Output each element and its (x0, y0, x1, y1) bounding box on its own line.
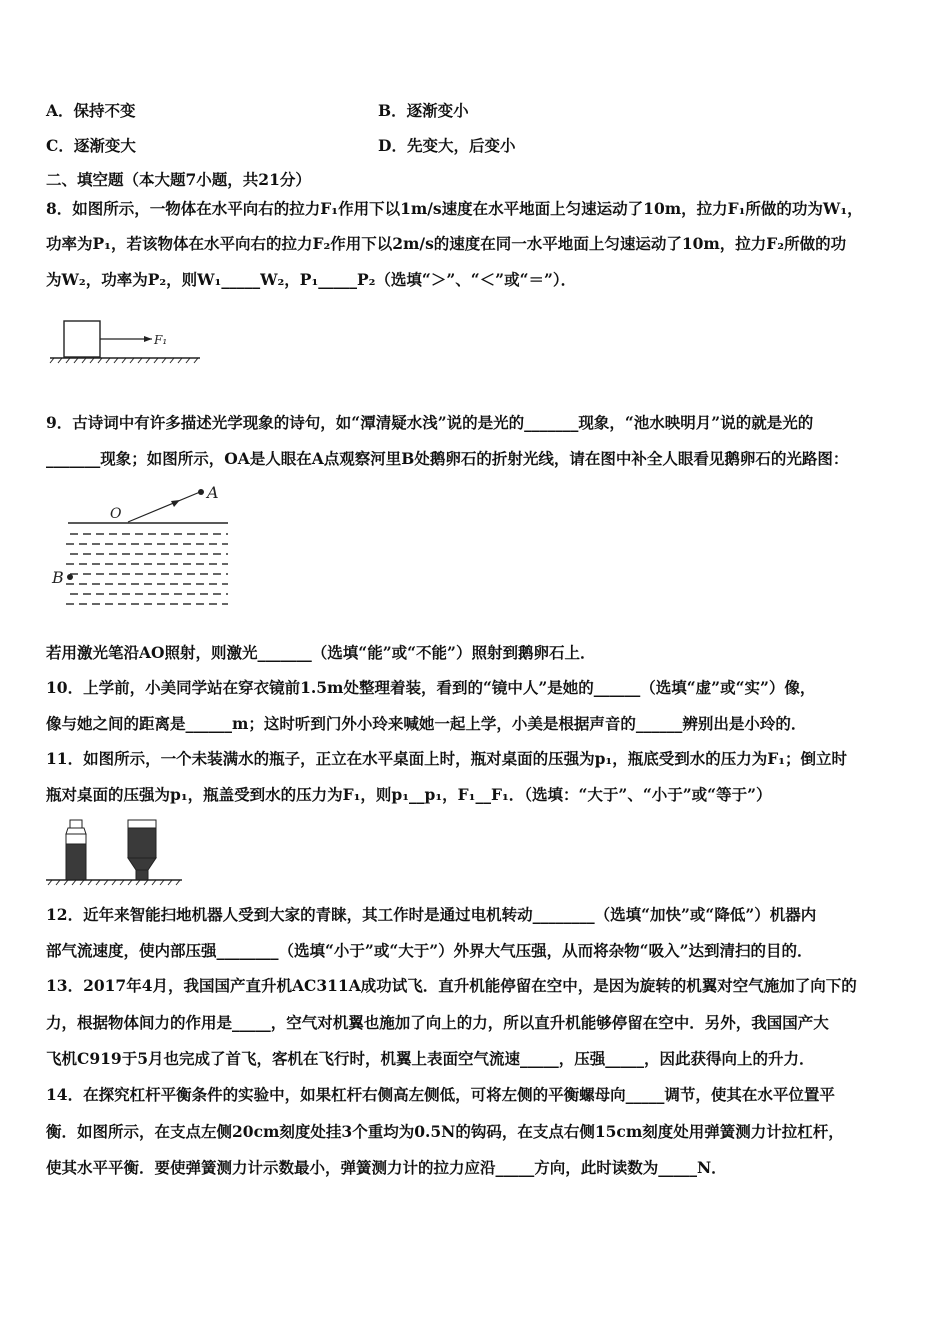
option-c: C．逐渐变大 (46, 136, 136, 155)
q12-line1: 12．近年来智能扫地机器人受到大家的青睐，其工作时是通过电机转动________（选填“加快”或“降低”）机器内 (46, 905, 817, 924)
q10-line2: 像与她之间的距离是______m；这时听到门外小玲来喊她一起上学，小美是根据声音的______辨别出是小玲的． (46, 714, 807, 733)
q11-figure (44, 816, 184, 888)
option-b: B．逐渐变小 (378, 101, 469, 120)
q10-line1: 10．上学前，小美同学站在穿衣镜前1.5m处整理着装，看到的“镜中人”是她的______（选填“虚”或“实”）像， (46, 678, 816, 697)
q14-line3: 使其水平平衡．要使弹簧测力计示数最小，弹簧测力计的拉力应沿_____方向，此时读数为_____N． (46, 1158, 727, 1177)
q12-line2: 部气流速度，使内部压强________（选填“小于”或“大于”）外界大气压强，从而将杂物“吸入”达到清扫的目的． (46, 941, 813, 960)
q13-line1: 13．2017年4月，我国国产直升机AC311A成功试飞．直升机能停留在空中，是因为旋转的机翼对空气施加了向下的 (46, 976, 857, 995)
q13-line2: 力，根据物体间力的作用是_____，空气对机翼也施加了向上的力，所以直升机能够停留在空中．另外，我国国产大 (46, 1013, 829, 1032)
label-b: B (52, 568, 64, 587)
q14-line2: 衡．如图所示，在支点左侧20cm刻度处挂3个重均为0.5N的钩码，在支点右侧15cm刻度处用弹簧测力计拉杠杆， (46, 1122, 844, 1141)
section-heading: 二、填空题（本大题7小题，共21分） (46, 170, 311, 189)
label-o: O (110, 506, 122, 522)
q9-line2: _______现象；如图所示，OA是人眼在A点观察河里B处鹅卵石的折射光线，请在图中补全人眼看见鹅卵石的光路图： (46, 449, 849, 468)
q8-line2: 功率为P₁，若该物体在水平向右的拉力F₂作用下以2m/s的速度在同一水平地面上匀速运动了10m，拉力F₂所做的功 (46, 234, 847, 253)
q14-line1: 14．在探究杠杆平衡条件的实验中，如果杠杆右侧高左侧低，可将左侧的平衡螺母向_____调节，使其在水平位置平 (46, 1085, 835, 1104)
q8-line1: 8．如图所示，一物体在水平向右的拉力F₁作用下以1m/s速度在水平地面上匀速运动了10m，拉力F₁所做的功为W₁， (46, 199, 863, 218)
q8-figure (48, 316, 206, 368)
q13-line3: 飞机C919于5月也完成了首飞，客机在飞行时，机翼上表面空气流速_____，压强_____，因此获得向上的升力． (46, 1049, 815, 1068)
option-d: D．先变大，后变小 (378, 136, 516, 155)
label-a: A (207, 483, 219, 502)
option-a: A．保持不变 (46, 101, 136, 120)
q11-line1: 11．如图所示，一个未装满水的瓶子，正立在水平桌面上时，瓶对桌面的压强为p₁，瓶底受到水的压力为F₁；倒立时 (46, 749, 847, 768)
q8-line3: 为W₂，功率为P₂，则W₁_____W₂，P₁_____P₂（选填“＞”、“＜”或“＝”）． (46, 270, 577, 289)
q9-line1: 9．古诗词中有许多描述光学现象的诗句，如“潭清疑水浅”说的是光的_______现象，“池水映明月”说的就是光的 (46, 413, 814, 432)
q9-line3: 若用激光笔沿AO照射，则激光_______（选填“能”或“不能”）照射到鹅卵石上． (46, 643, 596, 662)
q9-figure (50, 480, 235, 615)
f1-label: F₁ (154, 333, 168, 347)
q11-line2: 瓶对桌面的压强为p₁，瓶盖受到水的压力为F₁，则p₁__p₁，F₁__F₁．（选填：“大于”、“小于”或“等于”） (46, 785, 772, 804)
